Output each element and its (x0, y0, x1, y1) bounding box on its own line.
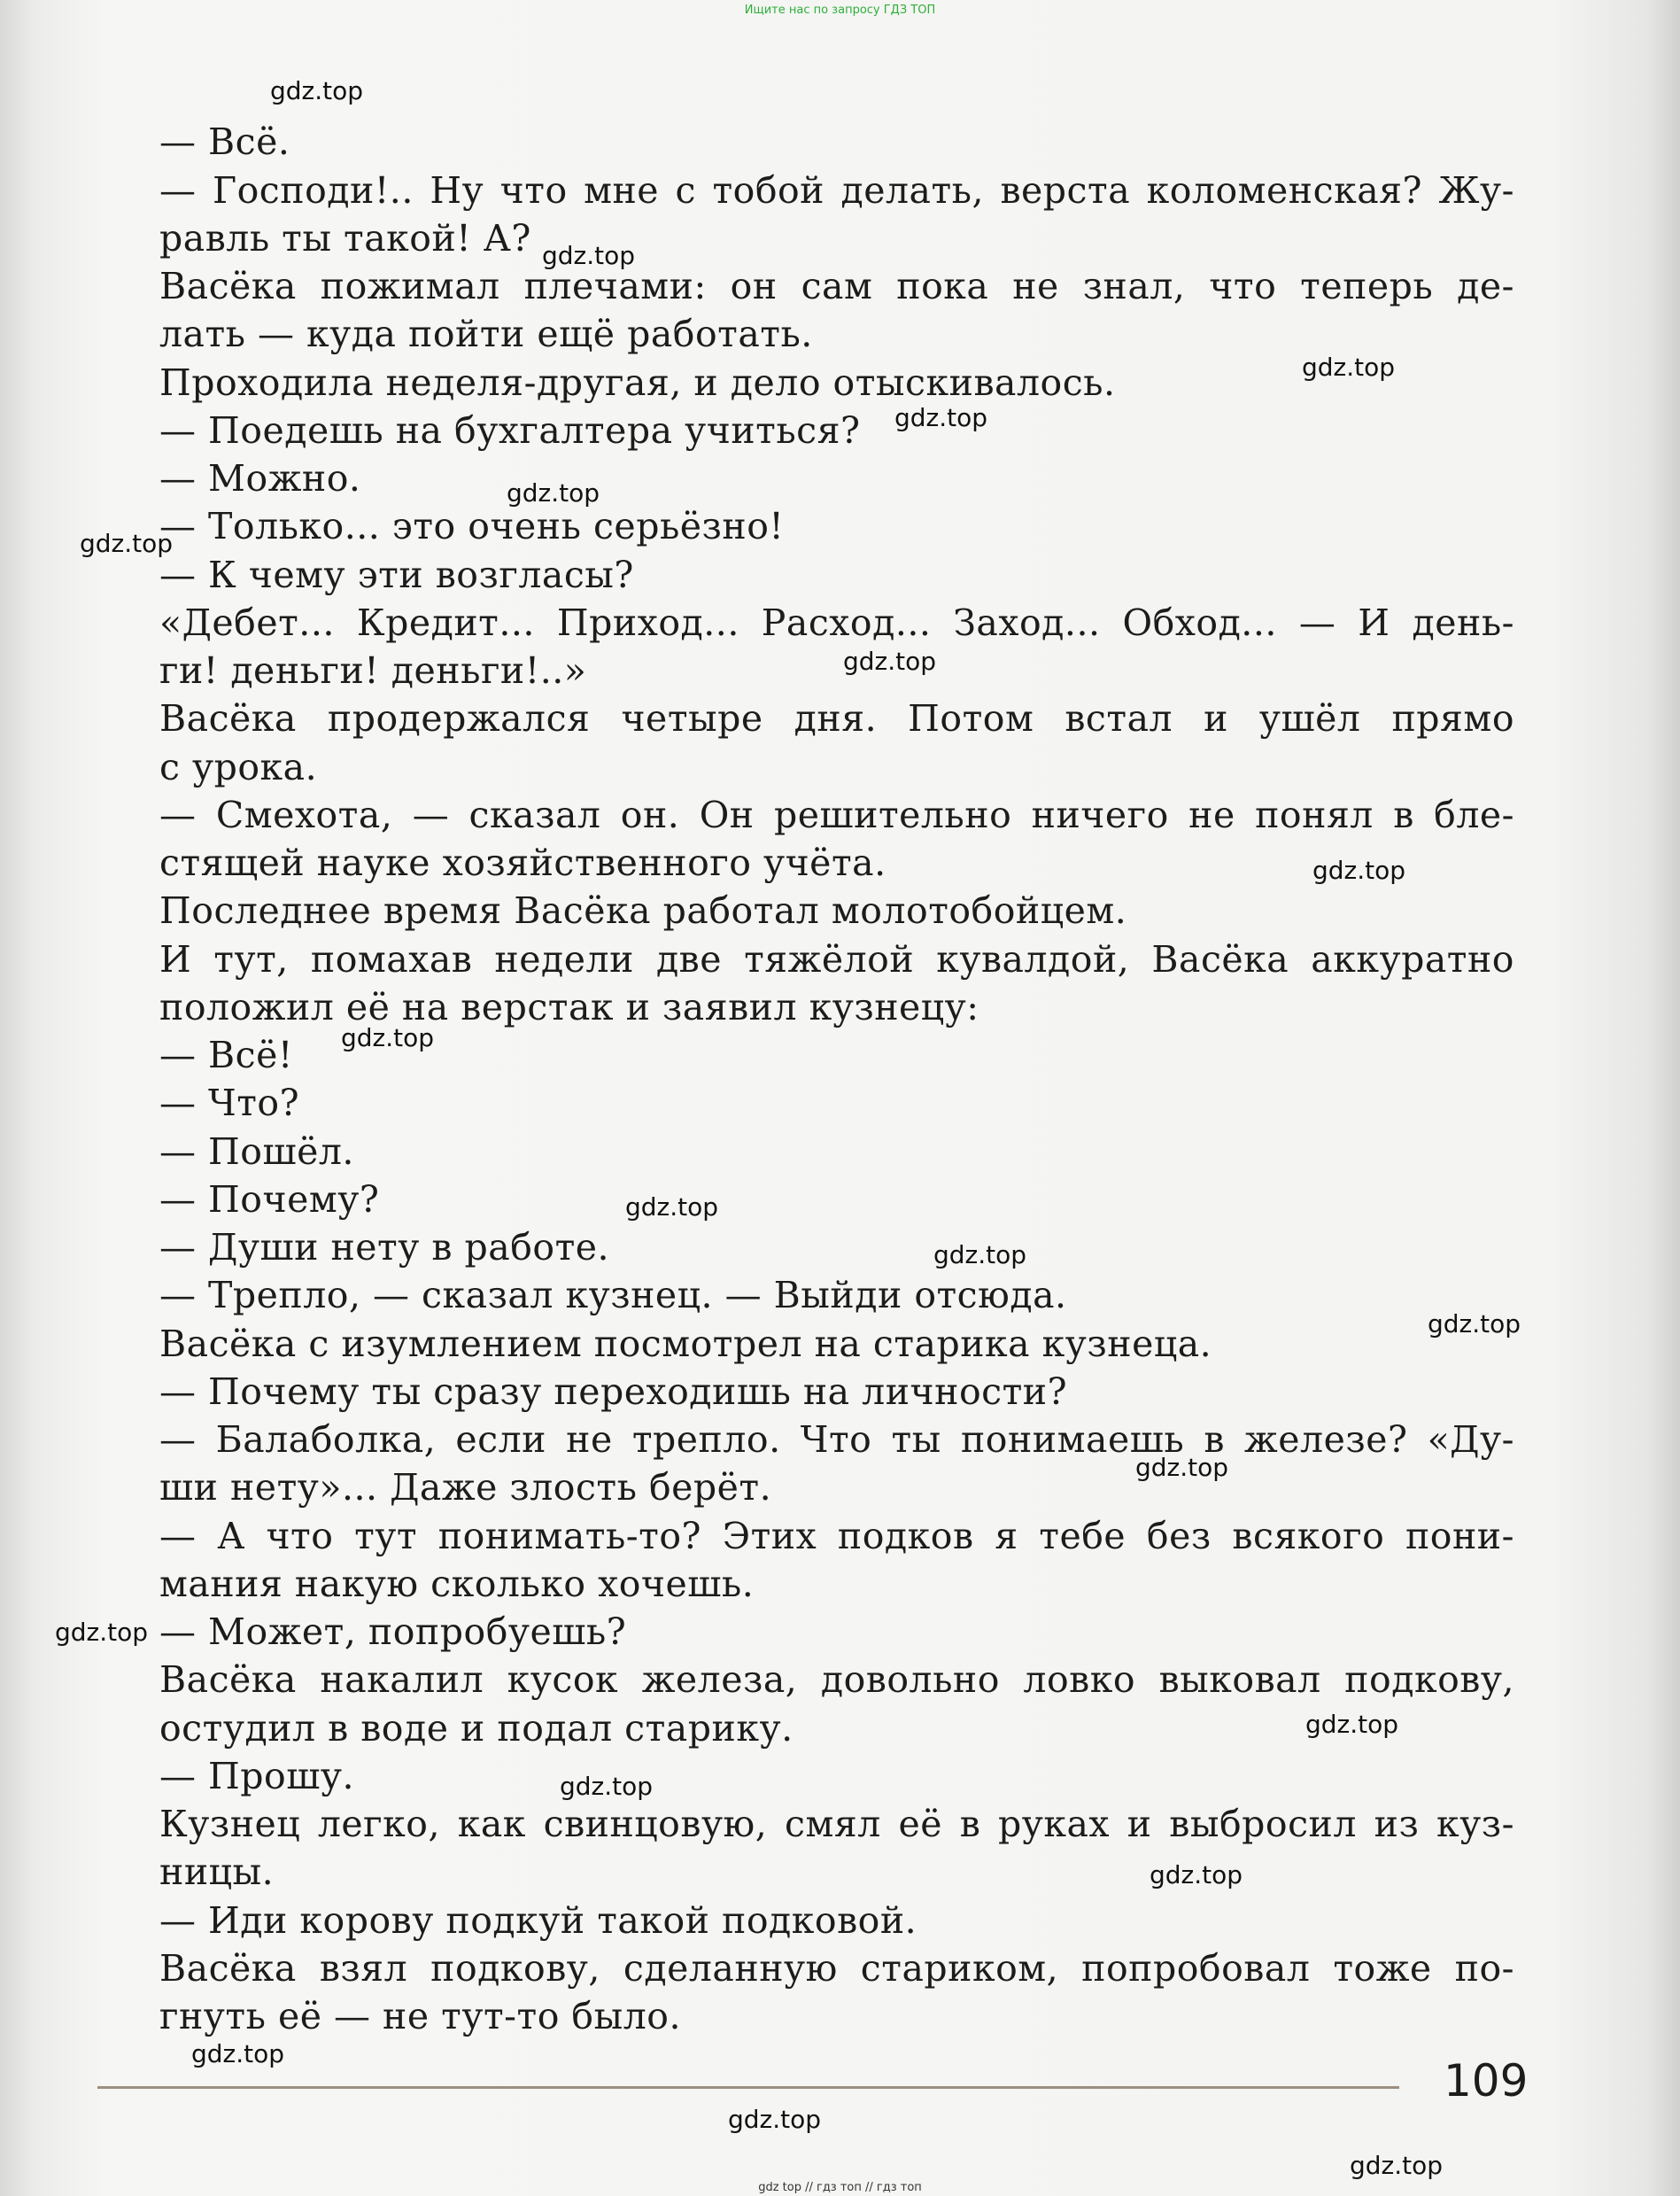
text-line: положил её на верстак и заявил кузнецу: (159, 986, 979, 1028)
text-line: И тут, помахав недели две тяжёлой кувалдой, Васёка аккуратно (159, 938, 1514, 981)
text-line: Последнее время Васёка работал молотобойцем. (159, 889, 1127, 932)
text-line: ницы. (159, 1851, 275, 1893)
text-line: — Почему ты сразу переходишь на личности? (159, 1370, 1068, 1413)
page-number: 109 (1444, 2055, 1529, 2107)
text-line: лать — куда пойти ещё работать. (159, 313, 813, 355)
top-search-note: Ищите нас по запросу ГДЗ ТОП (744, 4, 936, 17)
watermark: gdz.top (270, 76, 364, 105)
text-line: — Всё! (159, 1034, 293, 1076)
watermark: gdz.top (1428, 1309, 1521, 1339)
watermark: gdz.top (843, 647, 937, 676)
text-line: ги! деньги! деньги!..» (159, 649, 587, 692)
watermark: gdz.top (728, 2105, 822, 2134)
watermark: gdz.top (55, 1618, 149, 1647)
text-line: Васёка накалил кусок железа, довольно ловко выковал подкову, (159, 1658, 1514, 1701)
text-line: — К чему эти возгласы? (159, 554, 634, 596)
text-line: — Может, попробуешь? (159, 1610, 627, 1653)
text-line: равль ты такой! А? (159, 217, 531, 260)
watermark: gdz.top (191, 2039, 285, 2068)
text-line: — Трепло, — сказал кузнец. — Выйди отсюда. (159, 1274, 1067, 1316)
text-line: остудил в воде и подал старику. (159, 1707, 794, 1750)
watermark: gdz.top (1150, 1860, 1243, 1889)
text-line: — Всё. (159, 120, 290, 163)
bottom-site-note: gdz top // гдз топ // гдз топ (758, 2181, 922, 2194)
watermark: gdz.top (894, 403, 988, 432)
text-line: — Балаболка, если не трепло. Что ты понимаешь в железе? «Ду- (159, 1418, 1514, 1461)
text-line: Васёка пожимал плечами: он сам пока не знал, что теперь де- (159, 265, 1514, 307)
text-line: с урока. (159, 746, 318, 788)
text-line: — Что? (159, 1082, 300, 1124)
watermark: gdz.top (507, 478, 600, 508)
watermark: gdz.top (542, 241, 636, 270)
text-line: стящей науке хозяйственного учёта. (159, 842, 886, 884)
watermark: gdz.top (1312, 856, 1406, 885)
text-line: — Души нету в работе. (159, 1226, 610, 1269)
text-line: Кузнец легко, как свинцовую, смял её в руках и выбросил из куз- (159, 1803, 1514, 1845)
text-line: — Господи!.. Ну что мне с тобой делать, верста коломенская? Жу- (159, 169, 1514, 212)
watermark: gdz.top (933, 1240, 1027, 1269)
watermark: gdz.top (341, 1023, 435, 1052)
watermark: gdz.top (560, 1772, 654, 1801)
text-line: ши нету»... Даже злость берёт. (159, 1466, 772, 1509)
text-line: — Поедешь на бухгалтера учиться? (159, 409, 861, 452)
watermark: gdz.top (1305, 1710, 1399, 1739)
text-line: — Иди корову подкуй такой подковой. (159, 1899, 917, 1942)
text-line: — А что тут понимать-то? Этих подков я тебе без всякого пони- (159, 1515, 1514, 1557)
watermark: gdz.top (1135, 1453, 1229, 1482)
text-line: Проходила неделя-другая, и дело отыскивалось. (159, 361, 1116, 404)
text-line: гнуть её — не тут-то было. (159, 1995, 682, 2037)
text-line: — Пошёл. (159, 1130, 354, 1173)
text-line: мания накую сколько хочешь. (159, 1563, 755, 1605)
text-line: — Смехота, — сказал он. Он решительно ничего не понял в бле- (159, 794, 1514, 836)
watermark: gdz.top (1302, 353, 1396, 382)
footer-rule (97, 2086, 1399, 2089)
watermark: gdz.top (625, 1192, 719, 1222)
text-line: — Прошу. (159, 1755, 354, 1797)
text-line: Васёка взял подкову, сделанную стариком, попробовал тоже по- (159, 1947, 1514, 1990)
text-line: — Можно. (159, 457, 361, 500)
text-line: — Только... это очень серьёзно! (159, 505, 785, 547)
text-line: «Дебет... Кредит... Приход... Расход... Заход... Обход... — И день- (159, 601, 1514, 644)
text-line: — Почему? (159, 1178, 380, 1221)
text-line: Васёка продержался четыре дня. Потом встал и ушёл прямо (159, 697, 1514, 740)
text-line: Васёка с изумлением посмотрел на старика кузнеца. (159, 1323, 1212, 1365)
watermark: gdz.top (1350, 2151, 1444, 2180)
watermark: gdz.top (80, 529, 174, 558)
